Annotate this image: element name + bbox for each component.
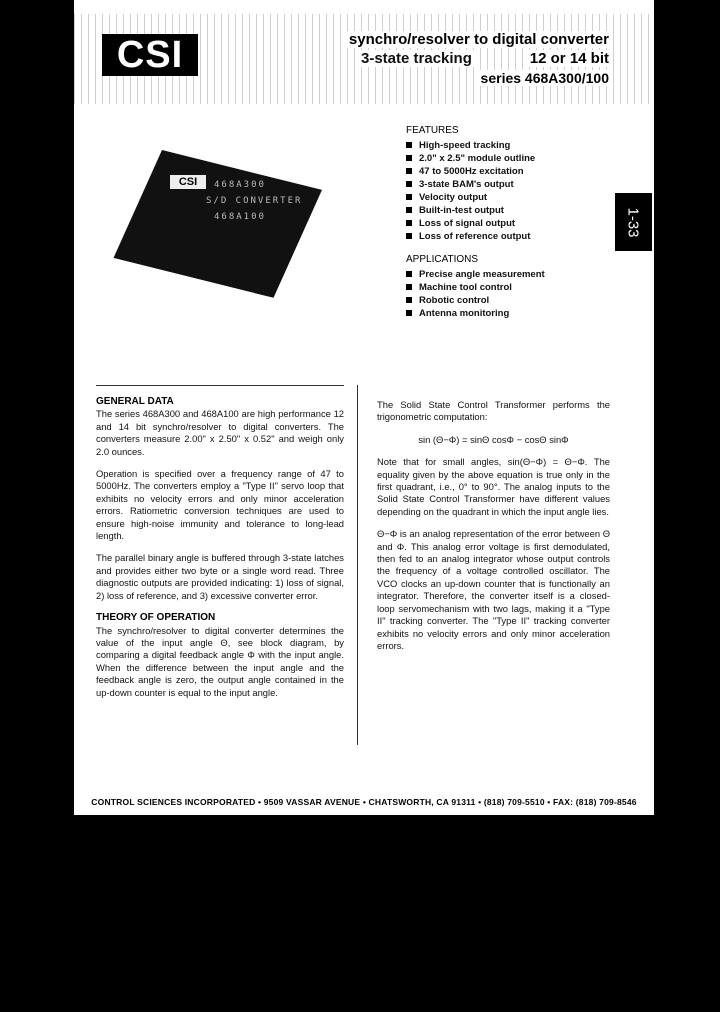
features-list: [406, 139, 535, 243]
feature-text: 2.0" x 2.5" module outline: [419, 153, 536, 164]
application-text: Antenna monitoring: [419, 308, 510, 319]
bullet-icon: [406, 142, 412, 148]
bullet-icon: [406, 310, 412, 316]
bullet-icon: [406, 284, 412, 290]
bullet-icon: [406, 271, 412, 277]
application-item: [406, 307, 545, 320]
feature-item: [406, 139, 535, 152]
feature-item: [406, 204, 535, 217]
application-item: [406, 294, 545, 307]
theory-heading: THEORY OF OPERATION: [96, 612, 216, 624]
header-title: synchro/resolver to digital converter: [346, 31, 612, 48]
bullet-icon: [406, 297, 412, 303]
header-subtitle-left: 3-state tracking: [358, 50, 475, 67]
application-item: [406, 268, 545, 281]
datasheet-page: [74, 0, 654, 815]
feature-item: [406, 191, 535, 204]
page-tab: [615, 193, 652, 251]
bullet-icon: [406, 181, 412, 187]
error-loop-text: Θ−Φ is an analog representation of the error between Θ and Φ. This analog error voltage is first demodulated, then fed to an analog integrator whose output controls the frequency of a voltage controlled oscillator. The VCO clocks an up-down counter that is functionally an integrator. Therefore, the converter itself is a closed-loop servomechanism with two lags, making it a "Type II" tracking converter. The "Type II" tracking converter exhibits no velocity errors and only minor acceleration errors.: [377, 528, 610, 651]
bullet-icon: [406, 220, 412, 226]
trig-equation: sin (Θ−Φ) = sinΘ cosΦ − cosΘ sinΦ: [418, 433, 569, 445]
bullet-icon: [406, 168, 412, 174]
application-item: [406, 281, 545, 294]
applications-list: [406, 268, 545, 320]
bullet-icon: [406, 155, 412, 161]
csi-logo: CSI: [102, 34, 198, 76]
application-text: Precise angle measurement: [419, 269, 545, 280]
bullet-icon: [406, 207, 412, 213]
general-data-p2: Operation is specified over a frequency range of 47 to 5000Hz. The converters employ a "Type II" servo loop that exhibits no velocity errors and only minor acceleration errors. Ratiometric conversion techniques are used to ensure high-noise immunity and tolerance to long-lead length.: [96, 468, 344, 542]
general-data-heading: GENERAL DATA: [96, 396, 174, 407]
module-photo: [114, 150, 322, 298]
feature-text: Built-in-test output: [419, 205, 504, 216]
feature-item: [406, 230, 535, 243]
page-number: 1-33: [625, 206, 642, 238]
column-divider: [357, 385, 358, 745]
feature-text: Loss of signal output: [419, 218, 516, 229]
sscT-intro: The Solid State Control Transformer performs the trigonometric computation:: [377, 399, 610, 423]
module-label-3: 468A100: [214, 212, 266, 222]
bullet-icon: [406, 233, 412, 239]
right-column: [377, 399, 610, 662]
section-rule: [96, 385, 344, 386]
left-column: [96, 396, 344, 709]
module-logo: CSI: [170, 175, 206, 189]
header-subtitle-right: 12 or 14 bit: [527, 50, 612, 67]
feature-item: [406, 178, 535, 191]
application-text: Machine tool control: [419, 282, 512, 293]
features-title: FEATURES: [406, 125, 459, 136]
module-label-1: 468A300: [214, 180, 266, 190]
header-series: series 468A300/100: [478, 70, 612, 86]
bullet-icon: [406, 194, 412, 200]
application-text: Robotic control: [419, 295, 490, 306]
feature-item: [406, 152, 535, 165]
company-footer: CONTROL SCIENCES INCORPORATED • 9509 VASSAR AVENUE • CHATSWORTH, CA 91311 • (818) 709-5510 • FAX: (818) 709-8546: [91, 797, 637, 807]
general-data-p3: The parallel binary angle is buffered through 3-state latches and provides either two byte or a single word read. Three diagnostic outputs are provided indicating: 1) loss of signal, 2) loss of reference, and 3) excessive converter error.: [96, 552, 344, 601]
feature-item: [406, 217, 535, 230]
applications-title: APPLICATIONS: [406, 254, 479, 265]
feature-text: Velocity output: [419, 192, 488, 203]
theory-p1: The synchro/resolver to digital converter determines the value of the input angle Θ, see block diagram, by comparing a digital feedback angle Φ with the input angle. When the difference between the input angle and the feedback angle is zero, the output angle contained in the up-down counter is equal to the input angle.: [96, 624, 344, 698]
feature-text: High-speed tracking: [419, 140, 511, 151]
feature-text: 3-state BAM's output: [419, 179, 514, 190]
module-label-2: S/D CONVERTER: [206, 196, 303, 206]
feature-text: 47 to 5000Hz excitation: [419, 166, 524, 177]
general-data-p1: The series 468A300 and 468A100 are high performance 12 and 14 bit synchro/resolver to digital converters. The converters measure 2.00" x 2.50" x 0.52" and weigh only 2.0 ounces.: [96, 408, 344, 457]
small-angle-note: Note that for small angles, sin(Θ−Φ) = Θ−Φ. The equality given by the above equation is true only in the first quadrant, i.e., 0° to 90°. The analog inputs to the Solid State Control Transformer have different values depending on the quadrant in which the input angle lies.: [377, 456, 610, 517]
feature-item: [406, 165, 535, 178]
feature-text: Loss of reference output: [419, 231, 531, 242]
